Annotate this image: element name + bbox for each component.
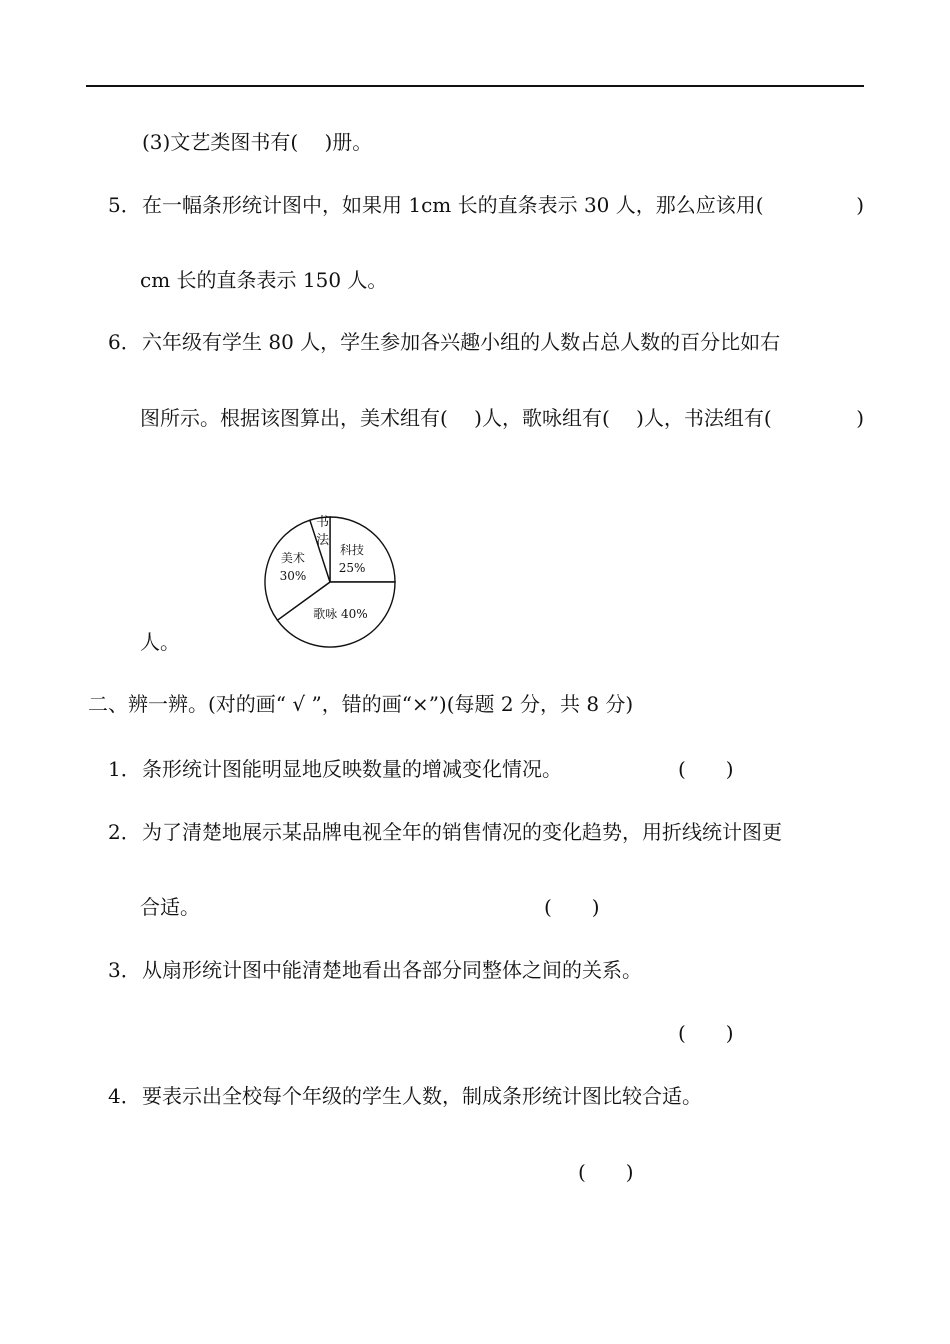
q5-line1: 在一幅条形统计图中，如果用 1cm 长的直条表示 30 人，那么应该用( [142,193,764,217]
q5-number: 5． [108,193,141,217]
part2-heading: 二、辨一辨。(对的画“ √ ”，错的画“×”)(每题 2 分，共 8 分) [88,692,634,716]
header-rule [86,85,864,87]
p2-q3-answer-bracket[interactable]: ( ) [678,1021,734,1045]
p2-q2-line1: 为了清楚地展示某品牌电视全年的销售情况的变化趋势，用折线统计图更 [142,820,782,844]
p2-q1-number: 1． [108,757,141,781]
q6-line2: 图所示。根据该图算出，美术组有( )人，歌咏组有( )人，书法组有( [140,406,772,430]
p2-q4-text: 要表示出全校每个年级的学生人数，制成条形统计图比较合适。 [142,1084,702,1108]
interest-group-pie-chart [262,514,398,650]
p2-q1-answer-bracket[interactable]: ( ) [678,757,734,781]
q5-line1-close-paren: ) [856,193,864,217]
q6-line1: 六年级有学生 80 人，学生参加各兴趣小组的人数占总人数的百分比如右 [142,330,781,354]
pie-label-3: 美术 [280,550,305,565]
pie-label-shufa-char-1: 书 [316,514,330,530]
pie-label-2: 歌咏 40% [313,607,368,622]
p2-q2-answer-bracket[interactable]: ( ) [544,895,600,919]
p2-q4-answer-bracket[interactable]: ( ) [578,1160,634,1184]
pie-label-1: 科技 [340,542,365,557]
p2-q4-number: 4． [108,1084,141,1108]
p2-q3-text: 从扇形统计图中能清楚地看出各部分同整体之间的关系。 [142,958,642,982]
pie-value-1: 25% [338,560,366,575]
p2-q2-line2: 合适。 [140,895,200,919]
q5-line2: cm 长的直条表示 150 人。 [140,268,388,292]
q6-line2-close-paren: ) [856,406,864,430]
pie-label-shufa-char-2: 法 [316,532,330,548]
q3-sub-question: (3)文艺类图书有( )册。 [142,130,373,154]
p2-q1-text: 条形统计图能明显地反映数量的增减变化情况。 [142,757,562,781]
pie-value-3: 30% [279,568,307,583]
q6-number: 6． [108,330,141,354]
p2-q3-number: 3． [108,958,141,982]
q6-line3: 人。 [140,630,180,654]
p2-q2-number: 2． [108,820,141,844]
